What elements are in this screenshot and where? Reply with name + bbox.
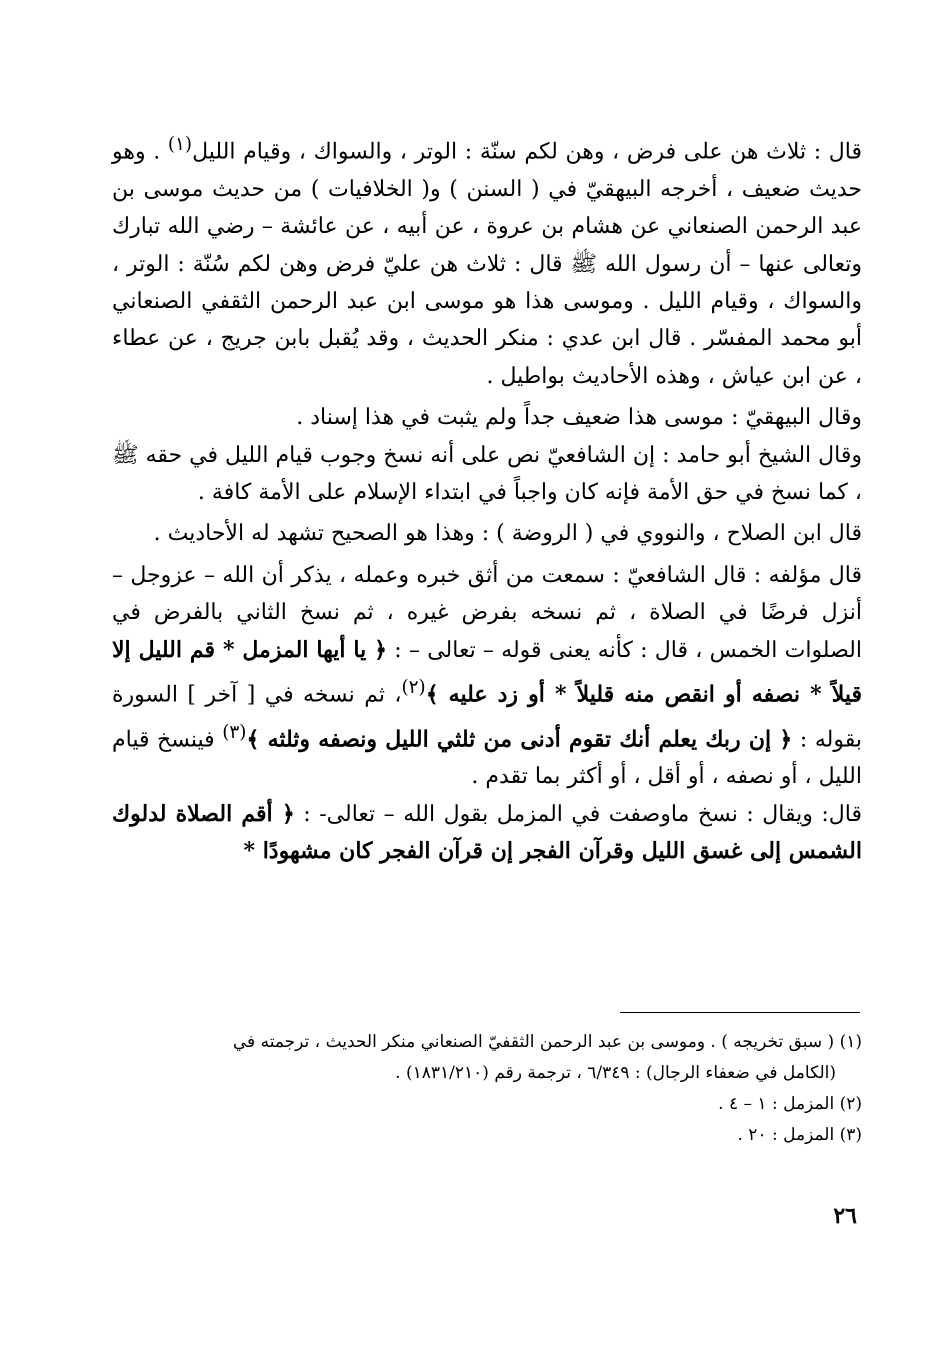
quran-quote-3: ﴿ أقم الصلاة لدلوك الشمس إلى غسق الليل وقرآن الفجر إن قرآن الفجر كان مشهودًا * <box>112 800 862 865</box>
footnote-ref-1[interactable]: (١) <box>167 134 193 155</box>
footnote-1-line-1: (١) ( سبق تخريجه ) . وموسى بن عبد الرحمن الثقفيّ الصنعاني منكر الحديث ، ترجمته في <box>232 1032 862 1052</box>
paragraph-1-continuation: . وهو حديث ضعيف ، أخرجه البيهقيّ في ( السنن ) و( الخلافيات ) من حديث موسى بن عبد الرحمن الصنعاني عن هشام بن عروة ، عن أبيه ، عن عائشة – رضي الله تبارك وتعالى عنها – أن رسول الله ﷺ قال : ثلاث هن عليّ فرض وهن لكم سُنّة : الوتر ، والسواك ، وقيام الليل . وموسى هذا هو موسى ابن عبد الرحمن الثقفي الصنعاني أبو محمد المفسّر . قال ابن عدي : منكر الحديث ، وقد يُقبل بابن جريج ، عن عطاء ، عن ابن عياش ، وهذه الأحاديث بواطيل . <box>112 139 862 389</box>
page-number: ٢٦ <box>833 1203 857 1229</box>
paragraph-5 <box>112 557 862 796</box>
paragraph-1 <box>112 126 862 395</box>
paragraph-4: قال ابن الصلاح ، والنووي في ( الروضة ) : وهذا هو الصحيح تشهد له الأحاديث . <box>153 521 862 547</box>
paragraph-6 <box>112 796 862 871</box>
paragraph-5-text-b: ، ثم نسخه في [ آخر ] السورة بقوله : <box>112 682 862 753</box>
paragraph-3: وقال الشيخ أبو حامد : إن الشافعيّ نص على أنه نسخ وجوب قيام الليل في حقه ﷺ ، كما نسخ في حق الأمة فإنه كان واجباً في ابتداء الإسلام على الأمة كافة . <box>112 442 862 505</box>
footnote-divider <box>620 1012 860 1013</box>
main-text <box>112 126 862 871</box>
paragraph-1-text: قال : ثلاث هن على فرض ، وهن لكم سنّة : الوتر ، والسواك ، وقيام الليل <box>192 139 863 165</box>
paragraph-5-text-a: قال مؤلفه : قال الشافعيّ : سمعت من أثق خبره وعمله ، يذكر أن الله – عزوجل – أنزل فرضًا في الصلاة ، ثم نسخه بفرض غيره ، ثم نسخ الثاني بالفرض في الصلوات الخمس ، قال : كأنه يعنى قوله – تعالى – : <box>112 562 862 663</box>
paragraph-6-text: قال: ويقال : نسخ ماوصفت في المزمل بقول الله – تعالى- : <box>294 801 863 827</box>
footnote-2: (٢) المزمل : ١ – ٤ . <box>718 1094 862 1114</box>
paragraph-5-text-c: فينسخ قيام الليل ، أو نصفه ، أو أقل ، أو أكثر بما تقدم . <box>112 727 862 790</box>
footnote-ref-3[interactable]: (٣) <box>222 721 247 743</box>
footnote-3: (٣) المزمل : ٢٠ . <box>737 1125 862 1145</box>
quran-quote-2: ﴿ إن ربك يعلم أنك تقوم أدنى من ثلثي الليل ونصفه وثلثه ﴾ <box>246 726 793 753</box>
footnote-1-line-2: (الكامل في ضعفاء الرجال) : ٦/٣٤٩ ، ترجمة رقم (١٨٣١/٢١٠) . <box>395 1063 836 1083</box>
footnote-ref-2[interactable]: (٢) <box>401 677 426 699</box>
footnotes <box>112 1027 862 1151</box>
quran-quote-1: ﴿ يا أيها المزمل * قم الليل إلا قيلاً * نصفه أو انقص منه قليلاً * أو زد عليه ﴾ <box>112 636 862 708</box>
paragraph-2: وقال البيهقيّ : موسى هذا ضعيف جداً ولم يثبت في هذا إسناد . <box>296 405 862 431</box>
